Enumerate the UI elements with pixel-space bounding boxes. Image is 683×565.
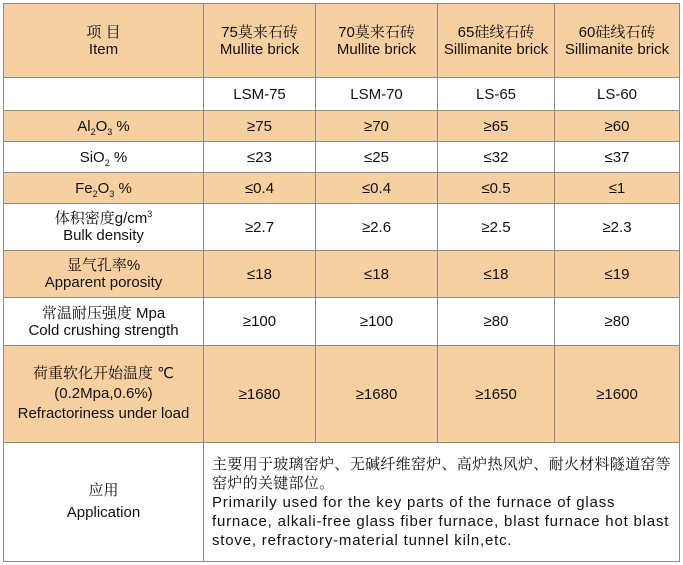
table-row xyxy=(4,204,680,251)
header-col-cn: 75莫来石砖 xyxy=(221,23,298,41)
value-cell: ≥2.5 xyxy=(438,204,555,251)
code-cell: LS-65 xyxy=(438,78,555,111)
table-row xyxy=(4,346,680,443)
header-item-cell xyxy=(4,4,204,78)
value-cell: ≤1 xyxy=(555,173,680,204)
header-col-1 xyxy=(204,4,316,78)
value-cell: ≤37 xyxy=(555,142,680,173)
formula-part: O xyxy=(97,179,110,197)
application-label-en: Application xyxy=(66,504,141,521)
row-label-en: Bulk density xyxy=(63,227,144,244)
row-label-cn-text: 体积密度g/cm xyxy=(54,210,148,227)
table-row xyxy=(4,142,680,173)
value-cell: ≥2.6 xyxy=(316,204,438,251)
value-cell: ≤32 xyxy=(438,142,555,173)
value-cell: ≤18 xyxy=(438,251,555,298)
table-row xyxy=(4,251,680,298)
code-cell: LSM-70 xyxy=(316,78,438,111)
table-row xyxy=(4,298,680,346)
row-label-porosity xyxy=(4,251,204,298)
header-col-cn: 70莫来石砖 xyxy=(338,23,415,41)
code-row xyxy=(4,78,680,111)
row-label-en: Cold crushing strength xyxy=(28,321,179,339)
formula-part: Al xyxy=(77,117,91,135)
properties-table xyxy=(3,3,680,562)
header-col-en: Sillimanite brick xyxy=(443,40,549,58)
table-row xyxy=(4,173,680,204)
application-text-cn: 主要用于玻璃窑炉、无碱纤维窑炉、高炉热风炉、耐火材料隧道窑等窑炉的关键部位。 xyxy=(212,455,672,492)
value-cell: ≥70 xyxy=(316,111,438,142)
formula-subscript: 2 xyxy=(90,126,96,137)
row-label-cn: 荷重软化开始温度 ℃ xyxy=(32,365,174,382)
value-cell: ≥2.7 xyxy=(204,204,316,251)
value-cell: ≥100 xyxy=(316,298,438,346)
row-label-en: Apparent porosity xyxy=(44,274,163,291)
code-cell: LSM-75 xyxy=(204,78,316,111)
value-cell: ≥2.3 xyxy=(555,204,680,251)
row-label-al2o3 xyxy=(4,111,204,142)
formula-part: % xyxy=(112,117,130,135)
formula-part: Fe xyxy=(75,179,93,197)
value-cell: ≥1600 xyxy=(555,346,680,443)
row-label-mid: (0.2Mpa,0.6%) xyxy=(54,385,153,402)
row-label-en: Refractoriness under load xyxy=(17,405,190,422)
header-item-en: Item xyxy=(88,40,119,58)
unit-superscript: 3 xyxy=(147,209,153,219)
header-col-2 xyxy=(316,4,438,78)
value-cell: ≤25 xyxy=(316,142,438,173)
row-label-fe2o3 xyxy=(4,173,204,204)
formula-subscript: 3 xyxy=(109,188,115,199)
formula-part: % xyxy=(114,179,132,197)
row-label-cn: 常温耐压强度 Mpa xyxy=(41,304,166,322)
value-cell: ≥75 xyxy=(204,111,316,142)
formula-subscript: 2 xyxy=(104,157,110,168)
header-col-cn: 60硅线石砖 xyxy=(578,23,656,41)
value-cell: ≥1680 xyxy=(316,346,438,443)
value-cell: ≥60 xyxy=(555,111,680,142)
header-col-en: Mullite brick xyxy=(219,40,300,58)
value-cell: ≥80 xyxy=(555,298,680,346)
header-col-en: Sillimanite brick xyxy=(564,40,670,58)
value-cell: ≤0.5 xyxy=(438,173,555,204)
value-cell: ≤18 xyxy=(316,251,438,298)
code-label-cell xyxy=(4,78,204,111)
row-label-cn: 显气孔率% xyxy=(66,257,141,274)
header-row xyxy=(4,4,680,78)
row-label-bulk-density xyxy=(4,204,204,251)
value-cell: ≤19 xyxy=(555,251,680,298)
formula-part: O xyxy=(95,117,108,135)
value-cell: ≥65 xyxy=(438,111,555,142)
table-row xyxy=(4,111,680,142)
value-cell: ≥80 xyxy=(438,298,555,346)
header-col-3 xyxy=(438,4,555,78)
value-cell: ≤23 xyxy=(204,142,316,173)
row-label-crushing-strength xyxy=(4,298,204,346)
value-cell: ≤0.4 xyxy=(204,173,316,204)
value-cell: ≤18 xyxy=(204,251,316,298)
application-label-cn: 应用 xyxy=(88,482,119,499)
formula-subscript: 2 xyxy=(92,188,98,199)
application-label-cell xyxy=(4,443,204,562)
value-cell: ≥1680 xyxy=(204,346,316,443)
application-text-en: Primarily used for the key parts of the furnace of glass furnace, alkali-free glass fiber furnace, blast furnace hot blast stove, refractory-material tunnel kiln,etc. xyxy=(212,493,670,549)
formula-part: SiO xyxy=(79,148,105,166)
header-col-en: Mullite brick xyxy=(336,40,417,58)
value-cell: ≤0.4 xyxy=(316,173,438,204)
formula-part: % xyxy=(109,148,128,166)
code-cell: LS-60 xyxy=(555,78,680,111)
formula-subscript: 3 xyxy=(107,126,113,137)
header-col-cn: 65硅线石砖 xyxy=(457,23,535,41)
application-text-cell xyxy=(204,443,680,562)
row-label-cn xyxy=(7,210,200,227)
header-item-cn: 项 目 xyxy=(86,23,121,41)
application-row xyxy=(4,443,680,562)
header-col-4 xyxy=(555,4,680,78)
row-label-sio2 xyxy=(4,142,204,173)
value-cell: ≥1650 xyxy=(438,346,555,443)
value-cell: ≥100 xyxy=(204,298,316,346)
row-label-refractoriness xyxy=(4,346,204,443)
